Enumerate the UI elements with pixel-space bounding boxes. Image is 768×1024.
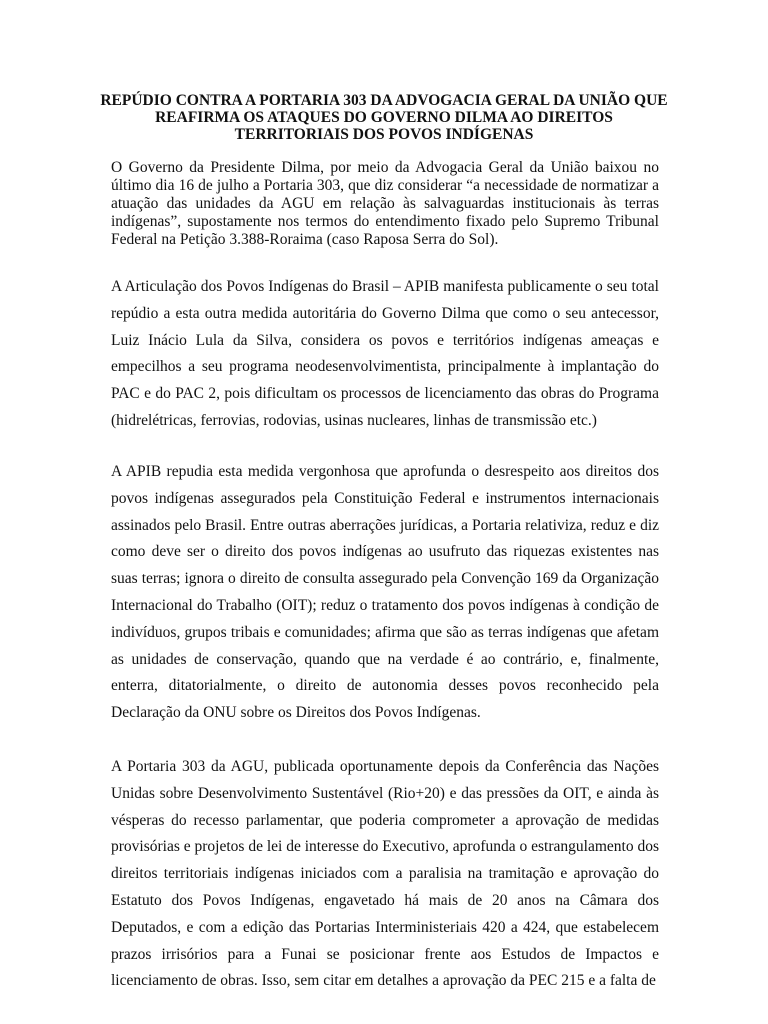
paragraph-portaria-agu: A Portaria 303 da AGU, publicada oportunamente depois da Conferência das Nações Unidas sobre Desenvolvimento Sustentável (Rio+20) e das pressões da OIT, e ainda às vésperas do recesso parlamentar, que poderia comprometer a aprovação de medidas provisórias e projetos de lei de interesse do Executivo, aprofunda o estrangulamento dos direitos territoriais indígenas iniciados com a paralisia na tramitação e aprovação do Estatuto dos Povos Indígenas, engavetado há mais de 20 anos na Câmara dos Deputados, e com a edição das Portarias Interministeriais 420 a 424, que estabelecem prazos irrisórios para a Funai se posicionar frente aos Estudos de Impactos e licenciamento de obras. Isso, sem citar em detalhes a aprovação da PEC 215 e a falta de [111,758,659,990]
paragraph-apib-manifest: A Articulação dos Povos Indígenas do Brasil – APIB manifesta publicamente o seu total repúdio a esta outra medida autoritária do Governo Dilma que como o seu antecessor, Luiz Inácio Lula da Silva, considera os povos e territórios indígenas ameaças e empecilhos a seu programa neodesenvolvimentista, principalmente à implantação do PAC e do PAC 2, pois dificultam os processos de licenciamento das obras do Programa (hidrelétricas, ferrovias, rodovias, usinas nucleares, linhas de transmissão etc.) [111,278,659,429]
paragraph-apib-repudia: A APIB repudia esta medida vergonhosa que aprofunda o desrespeito aos direitos dos povos indígenas assegurados pela Constituição Federal e instrumentos internacionais assinados pelo Brasil. Entre outras aberrações jurídicas, a Portaria relativiza, reduz e diz como deve ser o direito dos povos indígenas ao usufruto das riquezas existentes nas suas terras; ignora o direito de consulta assegurado pela Convenção 169 da Organização Internacional do Trabalho (OIT); reduz o tratamento dos povos indígenas à condição de indivíduos, grupos tribais e comunidades; afirma que são as terras indígenas que afetam as unidades de conservação, quando que na verdade é ao contrário, e, finalmente, enterra, ditatorialmente, o direito de autonomia desses povos reconhecido pela Declaração da ONU sobre os Direitos dos Povos Indígenas. [111,463,659,722]
paragraph-portaria-intro: O Governo da Presidente Dilma, por meio da Advogacia Geral da União baixou no último dia 16 de julho a Portaria 303, que diz considerar “a necessidade de normatizar a atuação das unidades da AGU em relação às salvaguardas institucionais às terras indígenas”, supostamente nos termos do entendimento fixado pelo Supremo Tribunal Federal na Petição 3.388-Roraima (caso Raposa Serra do Sol). [111,159,659,248]
document-title: REPÚDIO CONTRA A PORTARIA 303 DA ADVOGACIA GERAL DA UNIÃO QUE REAFIRMA OS ATAQUES DO GOVERNO DILMA AO DIREITOS TERRITORIAIS DOS POVOS INDÍGENAS [100,92,668,143]
